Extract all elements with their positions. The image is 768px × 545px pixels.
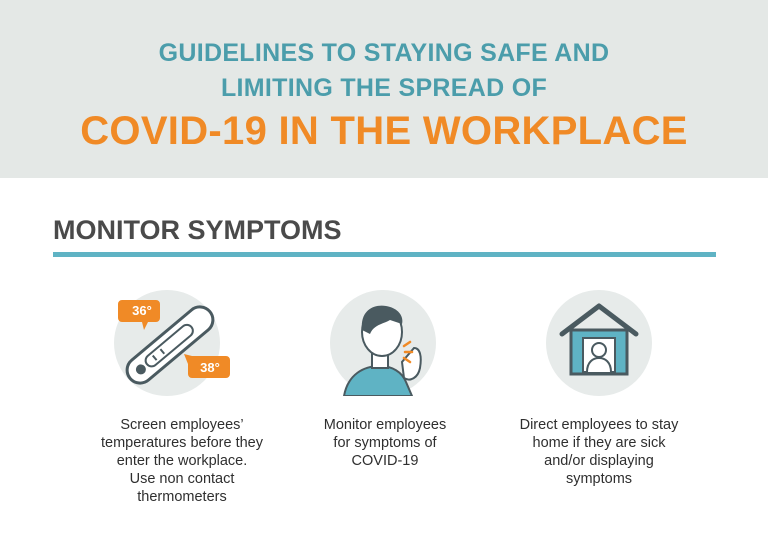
caption-screen-temperatures <box>77 416 287 506</box>
temperature-badge-low: 36° <box>132 303 152 318</box>
subtitle-line-1: GUIDELINES TO STAYING SAFE AND <box>158 39 610 67</box>
temperature-badge-high: 38° <box>200 360 220 375</box>
caption-line: home if they are sick <box>532 435 666 451</box>
coughing-person-icon <box>330 290 440 396</box>
page-title: COVID-19 IN THE WORKPLACE <box>80 109 688 153</box>
header-banner <box>0 0 768 178</box>
caption-line: Use non contact <box>129 471 235 487</box>
caption-monitor-symptoms <box>280 416 490 470</box>
caption-stay-home <box>494 416 704 488</box>
caption-line: Screen employees’ <box>120 417 244 433</box>
section-divider <box>53 252 716 257</box>
caption-line: temperatures before they <box>100 435 263 451</box>
subtitle-line-2: LIMITING THE SPREAD OF <box>220 74 548 102</box>
caption-line: for symptoms of <box>333 435 437 451</box>
caption-line: COVID-19 <box>351 453 419 469</box>
section-title: MONITOR SYMPTOMS <box>53 215 342 245</box>
caption-line: Monitor employees <box>323 417 447 433</box>
caption-line: enter the workplace. <box>116 453 248 469</box>
house-person-icon <box>546 290 652 396</box>
caption-line: and/or displaying <box>544 453 654 469</box>
caption-line: Direct employees to stay <box>519 417 679 433</box>
caption-line: thermometers <box>137 489 227 505</box>
caption-line: symptoms <box>565 471 633 487</box>
